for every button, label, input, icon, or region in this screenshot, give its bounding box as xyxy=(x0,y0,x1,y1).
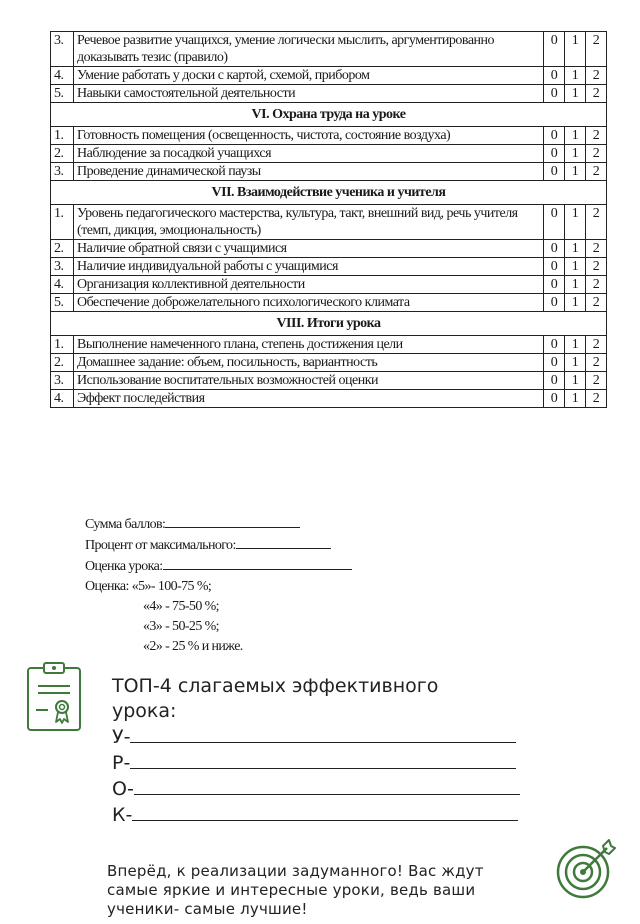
evaluation-table xyxy=(50,31,607,408)
score-cell[interactable]: 1 xyxy=(565,67,586,85)
row-number: 2. xyxy=(51,240,74,258)
row-number: 4. xyxy=(51,390,74,408)
row-number: 1. xyxy=(51,205,74,240)
row-number: 1. xyxy=(51,127,74,145)
criterion-text: Организация коллективной деятельности xyxy=(74,276,544,294)
table-row xyxy=(51,240,607,258)
score-cell[interactable]: 0 xyxy=(544,354,565,372)
scale-4: «4» - 75-50 %; xyxy=(143,599,219,614)
row-number: 3. xyxy=(51,163,74,181)
top4-letter: Р- xyxy=(112,752,131,774)
closing-message: Вперёд, к реализации задуманного! Вас ждут самые яркие и интересные уроки, ведь ваши ученики- самые лучшие! xyxy=(107,862,484,918)
score-cell[interactable]: 2 xyxy=(586,205,607,240)
top4-letter: У- xyxy=(112,726,131,748)
row-number: 2. xyxy=(51,145,74,163)
section-title: VI. Охрана труда на уроке xyxy=(51,103,607,127)
score-cell[interactable]: 1 xyxy=(565,354,586,372)
row-number: 2. xyxy=(51,354,74,372)
score-cell[interactable]: 0 xyxy=(544,85,565,103)
section-title: VII. Взаимодействие ученика и учителя xyxy=(51,181,607,205)
score-cell[interactable]: 1 xyxy=(565,372,586,390)
score-cell[interactable]: 1 xyxy=(565,85,586,103)
score-cell[interactable]: 0 xyxy=(544,163,565,181)
top4-row-o xyxy=(112,776,520,802)
score-cell[interactable]: 1 xyxy=(565,163,586,181)
score-cell[interactable]: 2 xyxy=(586,336,607,354)
target-icon xyxy=(555,838,617,900)
row-number: 3. xyxy=(51,32,74,67)
row-number: 4. xyxy=(51,67,74,85)
row-number: 3. xyxy=(51,258,74,276)
score-cell[interactable]: 2 xyxy=(586,127,607,145)
grade-label: Оценка урока: xyxy=(85,559,163,574)
table-row xyxy=(51,163,607,181)
score-cell[interactable]: 2 xyxy=(586,145,607,163)
score-cell[interactable]: 2 xyxy=(586,85,607,103)
top4-blank[interactable] xyxy=(134,776,520,795)
section-title: VIII. Итоги урока xyxy=(51,312,607,336)
score-cell[interactable]: 0 xyxy=(544,67,565,85)
score-cell[interactable]: 1 xyxy=(565,32,586,67)
score-cell[interactable]: 1 xyxy=(565,240,586,258)
percent-line xyxy=(85,535,352,556)
score-cell[interactable]: 1 xyxy=(565,336,586,354)
score-cell[interactable]: 0 xyxy=(544,205,565,240)
score-cell[interactable]: 1 xyxy=(565,205,586,240)
grade-line xyxy=(85,556,352,577)
scale-2: «2» - 25 % и ниже. xyxy=(143,639,243,654)
table-row xyxy=(51,390,607,408)
section-header-row xyxy=(51,312,607,336)
score-cell[interactable]: 0 xyxy=(544,145,565,163)
criterion-text: Наблюдение за посадкой учащихся xyxy=(74,145,544,163)
score-cell[interactable]: 0 xyxy=(544,240,565,258)
top4-block xyxy=(112,674,520,828)
top4-blank[interactable] xyxy=(130,750,516,769)
criterion-text: Проведение динамической паузы xyxy=(74,163,544,181)
table-row xyxy=(51,294,607,312)
percent-blank[interactable] xyxy=(236,535,331,549)
row-number: 5. xyxy=(51,294,74,312)
score-cell[interactable]: 1 xyxy=(565,294,586,312)
sum-line xyxy=(85,514,352,535)
score-cell[interactable]: 1 xyxy=(565,276,586,294)
table-row xyxy=(51,276,607,294)
score-cell[interactable]: 0 xyxy=(544,276,565,294)
criterion-text: Уровень педагогического мастерства, культура, такт, внешний вид, речь учителя (темп, дикция, эмоциональность) xyxy=(74,205,544,240)
score-cell[interactable]: 0 xyxy=(544,32,565,67)
criterion-text: Обеспечение доброжелательного психологического климата xyxy=(74,294,544,312)
score-cell[interactable]: 0 xyxy=(544,258,565,276)
table-row xyxy=(51,67,607,85)
score-cell[interactable]: 0 xyxy=(544,390,565,408)
criterion-text: Умение работать у доски с картой, схемой, прибором xyxy=(74,67,544,85)
score-cell[interactable]: 1 xyxy=(565,145,586,163)
score-cell[interactable]: 2 xyxy=(586,390,607,408)
sum-blank[interactable] xyxy=(165,514,300,528)
score-cell[interactable]: 1 xyxy=(565,258,586,276)
score-cell[interactable]: 2 xyxy=(586,354,607,372)
table-row xyxy=(51,354,607,372)
score-cell[interactable]: 0 xyxy=(544,294,565,312)
percent-label: Процент от максимального: xyxy=(85,538,236,553)
row-number: 4. xyxy=(51,276,74,294)
top4-blank[interactable] xyxy=(130,724,516,743)
top4-heading: ТОП-4 слагаемых эффективного урока: xyxy=(112,675,439,722)
criterion-text: Наличие обратной связи с учащимися xyxy=(74,240,544,258)
row-number: 5. xyxy=(51,85,74,103)
sum-label: Сумма баллов: xyxy=(85,517,166,532)
row-number: 1. xyxy=(51,336,74,354)
criterion-text: Использование воспитательных возможностей оценки xyxy=(74,372,544,390)
score-cell[interactable]: 0 xyxy=(544,127,565,145)
score-cell[interactable]: 1 xyxy=(565,127,586,145)
table-row xyxy=(51,336,607,354)
grade-blank[interactable] xyxy=(163,556,352,570)
score-cell[interactable]: 2 xyxy=(586,67,607,85)
criterion-text: Домашнее задание: объем, посильность, вариантность xyxy=(74,354,544,372)
row-number: 3. xyxy=(51,372,74,390)
scale-label: Оценка: «5»- 100-75 %; xyxy=(85,579,212,594)
top4-row-u xyxy=(112,724,520,750)
criterion-text: Выполнение намеченного плана, степень достижения цели xyxy=(74,336,544,354)
table-row xyxy=(51,258,607,276)
score-cell[interactable]: 0 xyxy=(544,372,565,390)
top4-row-k xyxy=(112,802,520,828)
criterion-text: Навыки самостоятельной деятельности xyxy=(74,85,544,103)
table-row xyxy=(51,32,607,67)
criterion-text: Наличие индивидуальной работы с учащимися xyxy=(74,258,544,276)
top4-blank[interactable] xyxy=(132,802,518,821)
score-cell[interactable]: 2 xyxy=(586,32,607,67)
top4-row-r xyxy=(112,750,520,776)
score-cell[interactable]: 2 xyxy=(586,240,607,258)
score-cell[interactable]: 2 xyxy=(586,258,607,276)
score-cell[interactable]: 2 xyxy=(586,276,607,294)
section-header-row xyxy=(51,181,607,205)
top4-letter: К- xyxy=(112,804,133,826)
score-cell[interactable]: 2 xyxy=(586,163,607,181)
criterion-text: Речевое развитие учащихся, умение логически мыслить, аргументированно доказывать тезис (правило) xyxy=(74,32,544,67)
top4-letter: О- xyxy=(112,778,134,800)
table-row xyxy=(51,145,607,163)
table-row xyxy=(51,85,607,103)
table-row xyxy=(51,372,607,390)
score-cell[interactable]: 2 xyxy=(586,294,607,312)
criterion-text: Готовность помещения (освещенность, чистота, состояние воздуха) xyxy=(74,127,544,145)
criterion-text: Эффект последействия xyxy=(74,390,544,408)
summary-block xyxy=(85,514,352,657)
scale-3: «3» - 50-25 %; xyxy=(143,619,219,634)
score-cell[interactable]: 2 xyxy=(586,372,607,390)
score-cell[interactable]: 0 xyxy=(544,336,565,354)
table-row xyxy=(51,127,607,145)
table-row xyxy=(51,205,607,240)
clipboard-certificate-icon xyxy=(26,660,82,732)
score-cell[interactable]: 1 xyxy=(565,390,586,408)
section-header-row xyxy=(51,103,607,127)
